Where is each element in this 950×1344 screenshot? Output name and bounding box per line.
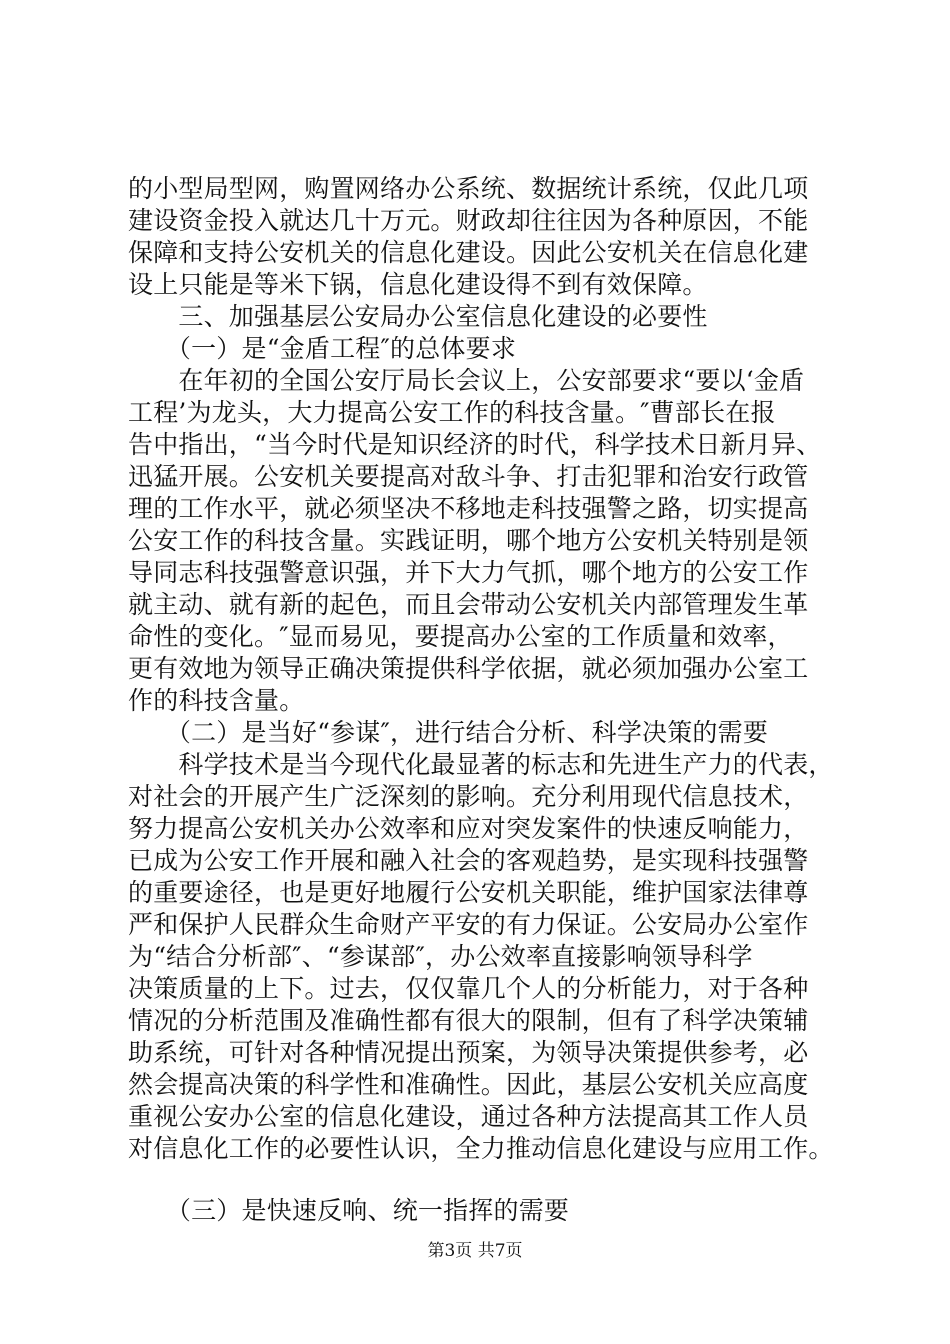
body-text-line: 迅猛开展。公安机关要提高对敌斗争、打击犯罪和治安行政管 (128, 462, 809, 491)
body-text-line: 对信息化工作的必要性认识，全力推动信息化建设与应用工作。 (128, 1134, 834, 1163)
body-text-line: 情况的分析范围及准确性都有很大的限制，但有了科学决策辅 (128, 1006, 809, 1035)
body-text-line: 严和保护人民群众生命财产平安的有力保证。公安局办公室作 (128, 910, 809, 939)
page-number-footer: 第3页 共7页 (427, 1241, 523, 1261)
body-text-line: 告中指出，“当今时代是知识经济的时代，科学技术日新月异、 (128, 430, 822, 459)
body-text-line: 对社会的开展产生广泛深刻的影响。充分利用现代信息技术， (128, 782, 809, 811)
body-text-line: 的重要途径，也是更好地履行公安机关职能，维护国家法律尊 (128, 878, 809, 907)
body-text-line: 设上只能是等米下锅，信息化建设得不到有效保障。 (128, 270, 708, 299)
body-text-line: 已成为公安工作开展和融入社会的客观趋势，是实现科技强警 (128, 846, 809, 875)
body-text-line: 作的科技含量。 (128, 686, 305, 715)
body-text-line: 在年初的全国公安厅局长会议上，公安部要求“要以‘金盾 (128, 366, 805, 395)
body-text-line: 建设资金投入就达几十万元。财政却往往因为各种原因，不能 (128, 206, 809, 235)
body-text-line: 更有效地为领导正确决策提供科学依据，就必须加强办公室工 (128, 654, 809, 683)
body-text-line: 导同志科技强警意识强，并下大力气抓，哪个地方的公安工作 (128, 558, 809, 587)
body-text-line: 助系统，可针对各种情况提出预案，为领导决策提供参考，必 (128, 1038, 809, 1067)
subsection-heading: （三）是快速反响、统一指挥的需要 (128, 1196, 570, 1225)
body-text-line: 决策质量的上下。过去，仅仅靠几个人的分析能力，对于各种 (128, 974, 809, 1003)
body-text-line: 为“结合分析部″、“参谋部″，办公效率直接影响领导科学 (128, 942, 753, 971)
body-text-line: 然会提高决策的科学性和准确性。因此，基层公安机关应高度 (128, 1070, 809, 1099)
body-text-line: 公安工作的科技含量。实践证明，哪个地方公安机关特别是领 (128, 526, 809, 555)
subsection-heading: （一）是“金盾工程″的总体要求 (128, 334, 517, 363)
body-text-line: 科学技术是当今现代化最显著的标志和先进生产力的代表， (128, 750, 834, 779)
body-text-line: 重视公安办公室的信息化建设，通过各种方法提高其工作人员 (128, 1102, 809, 1131)
body-text-line: 努力提高公安机关办公效率和应对突发案件的快速反响能力， (128, 814, 809, 843)
body-text-line: 的小型局型网，购置网络办公系统、数据统计系统，仅此几项 (128, 174, 809, 203)
body-text-line: 工程’为龙头，大力提高公安工作的科技含量。″曹部长在报 (128, 398, 776, 427)
body-text-line: 保障和支持公安机关的信息化建设。因此公安机关在信息化建 (128, 238, 809, 267)
section-heading: 三、加强基层公安局办公室信息化建设的必要性 (128, 302, 708, 331)
subsection-heading: （二）是当好“参谋″，进行结合分析、科学决策的需要 (128, 718, 769, 747)
body-text-line: 就主动、就有新的起色，而且会带动公安机关内部管理发生革 (128, 590, 809, 619)
body-text-line: 命性的变化。″显而易见，要提高办公室的工作质量和效率， (128, 622, 793, 651)
body-text-line: 理的工作水平，就必须坚决不移地走科技强警之路，切实提高 (128, 494, 809, 523)
